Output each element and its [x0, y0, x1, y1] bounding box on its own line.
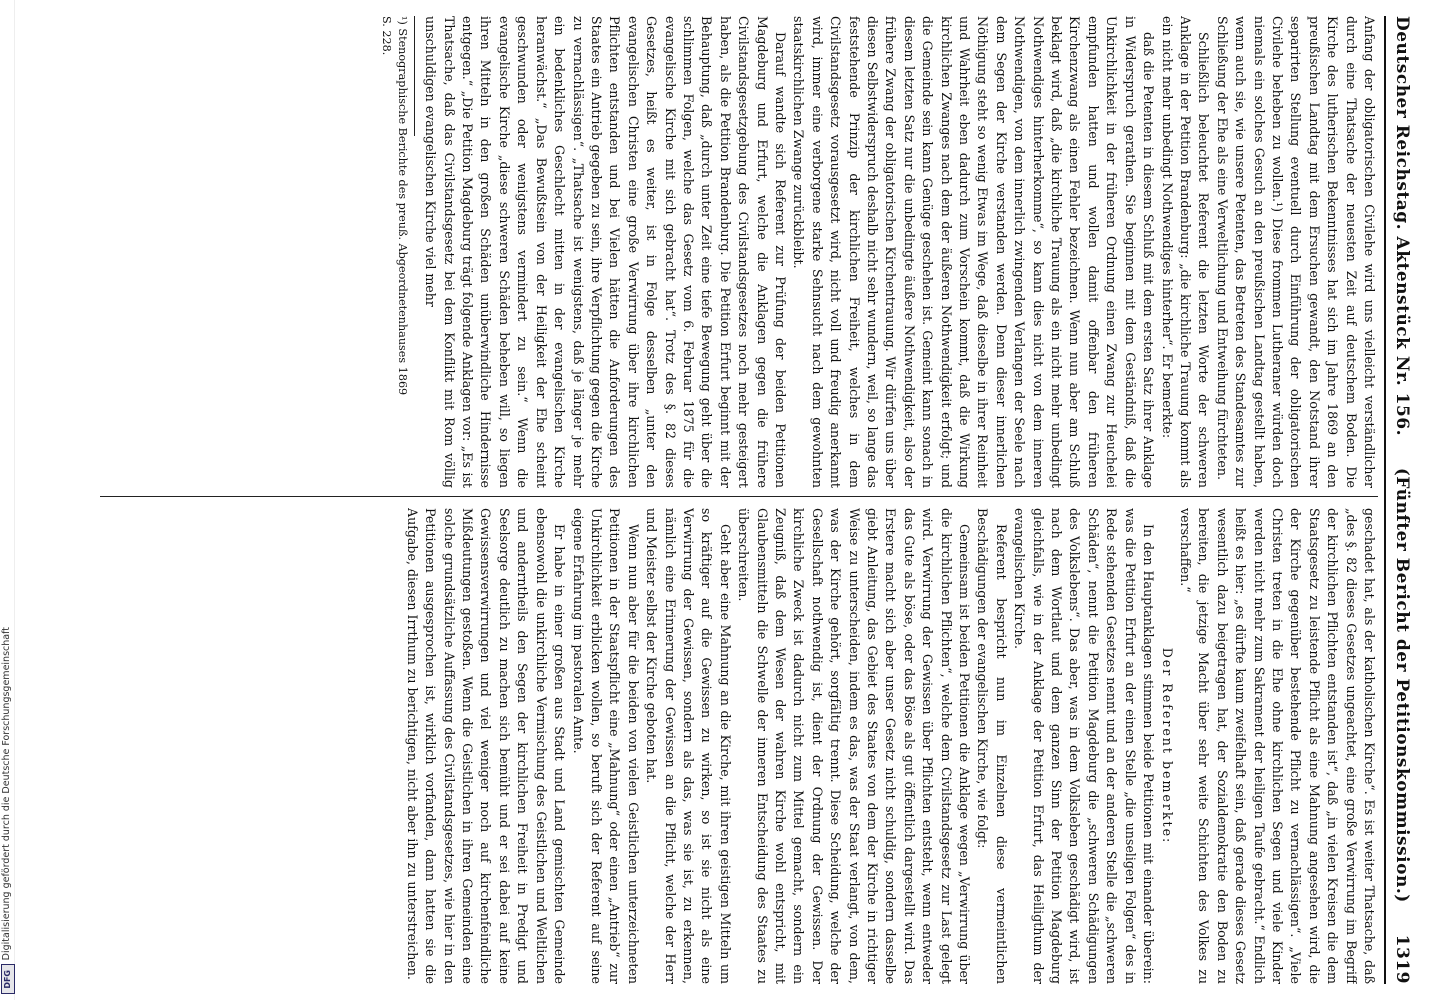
paragraph: Er habe in einer großen aus Stadt und Land gemischten Gemeinde ebensowohl die unkirchliche Vermischung des Geistlichen und Weltlichen und anderntheils den Segen der kirchlichen Freiheit in Predigt und Seelsorge deutlich zu machen sich bemüht und er sei dabei auf keine Gewissensverwirrungen und viel weniger noch auf kirchenfeindliche Mißdeutungen gestoßen. Wenn die Geistlichen in ihren Gemeinden eine solche grundsätzliche Auffassung des Civilstandsgesetzes, wie hier in den Petitionen ausgesprochen ist, wirklich vorfanden, dann hatten sie die Aufgabe, diesen Irrthum zu berichtigen, nicht aber ihn zu unterstreichen.: [404, 508, 568, 984]
header-title: Deutscher Reichstag. Aktenstück Nr. 156.: [1392, 16, 1412, 437]
dfg-logo-text: DFG: [3, 969, 12, 989]
paragraph: geschadet hat, als der katholischen Kirche“. Es ist weiter Thatsache, daß „des §. 82 dieses Gesetzes ungeachtet, eine große Verwirrung im Begriff der kirchlichen Pflichten entstanden ist“, daß „in vielen Kreisen die dem Staatsgesetz zu leistende Pflicht als eine Mahnung angesehen wird, die der Kirche gegenüber bestehende Pflicht zu vernachlässigen“. „Viele Christen treten in die Ehe ohne kirchlichen Segen und viele Kinder werden nicht mehr zum Sakrament der heiligen Taufe gebracht.“ Endlich heißt es hier: „es dürfte kaum zweifelhaft sein, daß gerade dieses Gesetz wesentlich dazu beigetragen hat, der Sozialdemokratie den Boden zu bereiten, die jetzige Macht über sehr weite Schichten des Volkes zu verschaffen.“: [1177, 508, 1377, 984]
paragraph: In den Hauptanklagen stimmen beide Petitionen mit einander überein: was die Petition Erfurt an der einen Stelle „die unseligen Folgen“ des in Rede stehenden Gesetzes nennt und an der anderen Stelle die „schweren Schäden“, nennt die Petition Magdeburg die „schweren Schädigungen des Volkslebens“. Das aber, was in dem Volksleben geschädigt wird, ist nach dem Wortlaut und dem ganzen Sinn der Petition Magdeburg gleichfalls, wie in der Anklage der Petition Erfurt, das Heiligthum der evangelischen Kirche.: [1012, 508, 1157, 984]
paragraph: Darauf wandte sich Referent zur Prüfung der beiden Petitionen Magdeburg und Erfurt, welche die Anklagen gegen die frühere Civilstandsgesetzgebung des Civilstandsgesetzes noch mehr gesteigert haben, als die Petition Brandenburg. Die Petition Erfurt beginnt mit der Behauptung, daß „durch unter Zeit eine tiefe Bewegung geht über die schlimmen Folgen, welche das Gesetz vom 6. Februar 1875 für die evangelische Kirche mit sich gebracht hat“. Trotz des §. 82 dieses Gesetzes, heißt es weiter, ist in Folge desselben „unter den evangelischen Christen eine große Verwirrung über ihre kirchlichen Pflichten entstanden und bei Vielen hätten die Anforderungen des Staates ein Antrieb gegeben zu sein, ihre Verpflichtung gegen die Kirche zu vernachlässigen“. „Thatsache ist wenigstens, daß je länger je mehr ein bedenkliches Geschlecht mitten in der evangelischen Kirche heranwächst.“ „Das Bewußtsein von der Heiligkeit der Ehe scheint geschwunden oder wenigstens vermindert zu sein.“ Wenn die evangelische Kirche „diese schweren Schäden beheben will, so liegen ihren Mitteln in den großen Schäden unüberwindliche Hindernisse entgegen.“ „Die Petition Magdeburg trägt folgende Anklagen vor: „Es ist Thatsache, daß das Civilstandsgesetz bei dem Konflikt mit Rom völlig unschuldigen evangelischen Kirche viel mehr: [423, 16, 788, 488]
paragraph: Wenn nun aber für die beiden von vielen Geistlichen unterzeichneten Petitionen in der Staatspflicht eine „Mahnung“ oder einen „Antrieb“ zur Unkirchlichkeit erblicken wollen, so beruft sich der Referent auf seine eigene Erfahrung im pastoralen Amte.: [570, 508, 641, 984]
page-number: 1319: [1392, 934, 1412, 984]
right-column: [0, 508, 1378, 984]
footnote: ¹) Stenographische Berichte des preuß. Abgeordnetenhauses 1869: [395, 16, 409, 396]
paragraph: Geht aber eine Mahnung an die Kirche, mit ihren geistigen Mitteln um so kräftiger auf die Gewissen zu wirken, so ist sie nicht als eine Verwirrung der Gewissen, sondern als das, was sie ist, zu erkennen, nämlich eine Erinnerung der Gewissen an die Pflicht, welche der Herr und Meister selbst der Kirche geboten hat.: [644, 508, 733, 984]
page-header: [1384, 16, 1422, 984]
dfg-logo-icon: [1, 964, 15, 994]
paragraph: Gemeinsam ist beiden Petitionen die Anklage wegen „Verwirrung über die kirchlichen Pflichten“, welche dem Civilstandsgesetz zur Last gelegt wird. Verwirrung der Gewissen über Pflichten entsteht, wenn entweder das Gute als böse, oder das Böse als gut öffentlich dargestellt wird. Das Erstere macht sich aber unser Gesetz nicht schuldig, sondern dasselbe giebt Anleitung, das Gebiet des Staates von dem der Kirche in richtiger Weise zu unterscheiden, indem es das, was der Staat verlangt, von dem, was der Kirche gehört, sorgfältig trennt. Diese Scheidung, welche der Gesellschaft nothwendig ist, dient der Ordnung der Gewissen. Der kirchliche Zweck ist dadurch nicht zum Mittel gemacht, sondern ein Zeugniß, daß dem Wesen der wahren Kirche wohl entspricht, mit Glaubensmitteln die Schwelle der inneren Entscheidung des Staates zu überschreiten.: [736, 508, 973, 984]
paragraph: daß die Petenten in diesem Schluß mit dem ersten Satz ihrer Anklage in Widerspruch gerathen. Sie beginnen mit dem Geständniß, daß die Unkirchlichkeit in der früheren Ordnung einen Zwang zur Heuchelei empfunden hatten und wollen damit offenbar den früheren Kirchenzwang als einen Fehler bezeichnen. Wenn nun aber am Schluß beklagt wird, daß „die kirchliche Trauung als ein nicht mehr unbedingt Nothwendiges hinterherkomme“, so kann dies nicht von dem inneren Nothwendigen, von dem innerlich zwingenden Verlangen der Seele nach dem Segen der Kirche verstanden werden. Denn dieser innerlichen Nöthigung steht so wenig Etwas im Wege, daß dieselbe in ihrer Reinheit und Wahrheit eben dadurch zum Vorschein kommt, daß die Wirkung kirchlichen Zwanges nach dem der äußeren Nothwendigkeit erfolgt; und die Gemeinde sein kann Genüge geschehen ist. Gemeint kann sonach in diesem letzten Satz nur die unbedingte äußere Nothwendigkeit, also der frühere Zwang der obligatorischen Kirchentrauung. Wir dürfen uns über diesen Selbstwiderspruch deshalb nicht sehr wundern, weil, so lange das feststehende Prinzip der kirchlichen Freiheit, welches in dem Civilstandsgesetz vorausgesetzt wird, nicht voll und freudig anerkannt wird, immer eine verborgene starke Sehnsucht nach dem gewohnten staatskirchlichen Zwange zurückbleibt.: [791, 16, 1157, 488]
paragraph: Schließlich beleuchtet Referent die letzten Worte der schweren Anklage in der Petition Brandenburg: „die kirchliche Trauung kommt als ein nicht mehr unbedingt Nothwendiges hinterher“. Er bemerkte:: [1159, 16, 1212, 488]
paragraph: Anfang der obligatorischen Civilehe wird uns vielleicht verständlicher durch eine Thatsache der neuesten Zeit auf deutschem Boden. Die Kirche des lutherischen Bekenntnisses hat sich im Jahre 1869 an den preußischen Landtag mit dem Ersuchen gewandt, den Notstand ihrer separirten Stellung eventuell durch Einführung der obligatorischen Civilehe beheben zu wollen.¹) Diese frommen Lutheraner würden doch niemals ein solches Gesuch an den preußischen Landtag gestellt haben, wenn auch sie, wie unsere Petenten, das Betreten des Standesamtes zur Schließung der Ehe als eine Verweltlichung und Entweihung fürchteten.: [1214, 16, 1377, 488]
section-heading: Der Referent bemerkte:: [1159, 647, 1175, 845]
left-column: [0, 16, 1378, 488]
footnote-divider: [414, 16, 415, 136]
funding-note: Digitalisierung gefördert durch die Deutsche Forschungsgemeinschaft: [1, 626, 12, 960]
footnote-page-ref: S. 228.: [379, 16, 393, 56]
header-subtitle: (Fünfter Bericht der Petitionskommission.): [1392, 467, 1412, 903]
column-divider: [100, 496, 1378, 497]
digitization-sidebar: [0, 0, 15, 1000]
paragraph: Referent bespricht nun im Einzelnen diese vermeintlichen Beschädigungen der evangelischen Kirche, wie folgt:: [975, 508, 1009, 984]
